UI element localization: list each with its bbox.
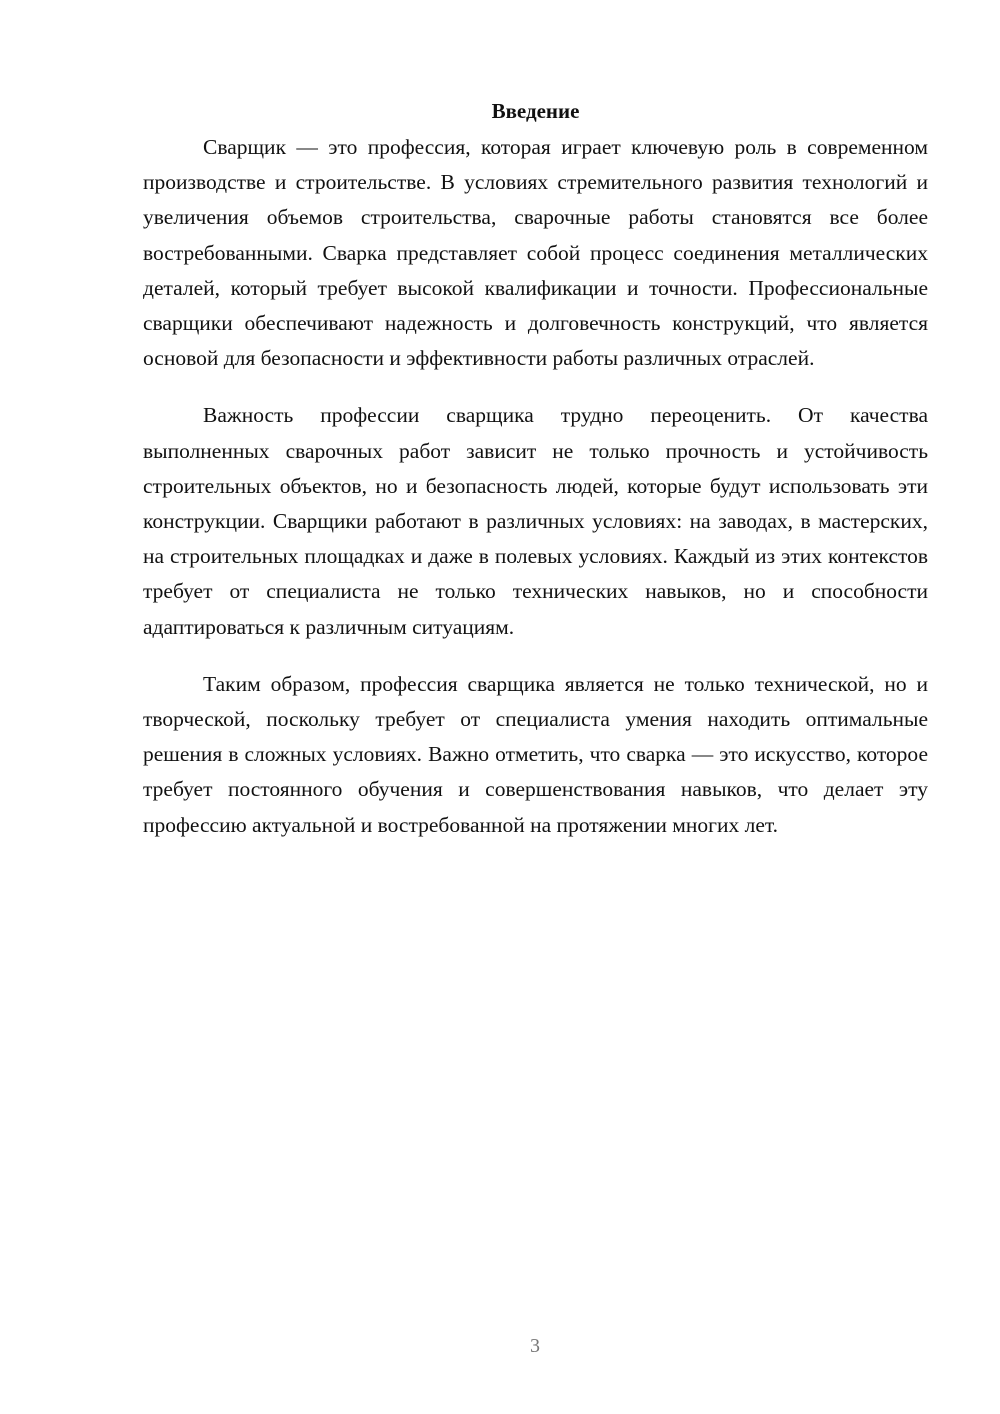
paragraph-1: Сварщик — это профессия, которая играет ключевую роль в современном производстве и строительстве. В условиях стремительного развития технологий и увеличения объемов строительства, сварочные работы становятся все более востребованными. Сварка представляет собой процесс соединения металлических деталей, который требует высокой квалификации и точности. Профессиональные сварщики обеспечивают надежность и долговечность конструкций, что является основой для безопасности и эффективности работы различных отраслей. bbox=[143, 135, 928, 371]
paragraph-2: Важность профессии сварщика трудно переоценить. От качества выполненных сварочных работ зависит не только прочность и устойчивость строительных объектов, но и безопасность людей, которые будут использовать эти конструкции. Сварщики работают в различных условиях: на заводах, в мастерских, на строительных площадках и даже в полевых условиях. Каждый из этих контекстов требует от специалиста не только технических навыков, но и способности адаптироваться к различным ситуациям. bbox=[143, 403, 928, 639]
section-title: Введение bbox=[491, 99, 580, 123]
paragraph-3: Таким образом, профессия сварщика является не только технической, но и творческой, поскольку требует от специалиста умения находить оптимальные решения в сложных условиях. Важно отметить, что сварка — это искусство, которое требует постоянного обучения и совершенствования навыков, что делает эту профессию актуальной и востребованной на протяжении многих лет. bbox=[143, 671, 928, 837]
page-content bbox=[143, 96, 928, 843]
page-number: 3 bbox=[530, 1335, 540, 1357]
